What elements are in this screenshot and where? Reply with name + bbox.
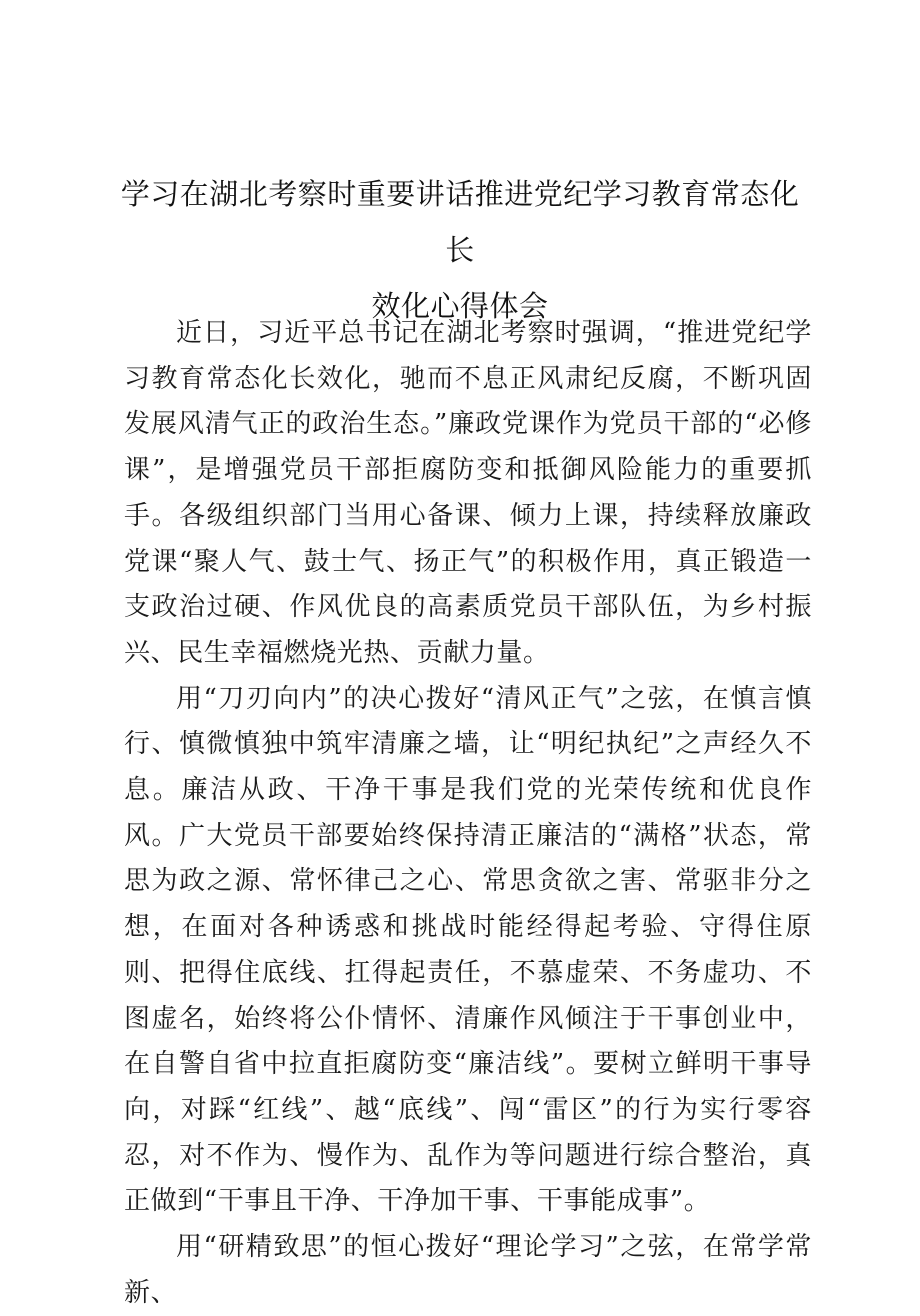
title-line-2: 效化心得体会	[371, 289, 549, 323]
paragraph-2: 用“刀刃向内”的决心拨好“清风正气”之弦，在慎言慎行、慎微慎独中筑牢清廉之墙，让“明纪执纪”之声经久不息。廉洁从政、干净干事是我们党的光荣传统和优良作风。广大党员干部要始终保持清正廉洁的“满格”状态，常思为政之源、常怀律己之心、常思贪欲之害、常驱非分之想，在面对各种诱惑和挑战时能经得起考验、守得住原则、把得住底线、扛得起责任，不慕虚荣、不务虚功、不图虚名，始终将公仆情怀、清廉作风倾注于干事创业中，在自警自省中拉直拒腐防变“廉洁线”。要树立鲜明干事导向，对踩“红线”、越“底线”、闯“雷区”的行为实行零容忍，对不作为、慢作为、乱作为等问题进行综合整治，真正做到“干事且干净、干净加干事、干事能成事”。	[124, 683, 812, 1217]
paragraph-3: 用“研精致思”的恒心拨好“理论学习”之弦，在常学常新、	[124, 1232, 812, 1308]
document-title	[120, 166, 800, 334]
document-body	[124, 311, 812, 1316]
paragraph-1: 近日，习近平总书记在湖北考察时强调，“推进党纪学习教育常态化长效化，驰而不息正风肃纪反腐，不断巩固发展风清气正的政治生态。”廉政党课作为党员干部的“必修课”，是增强党员干部拒腐防变和抵御风险能力的重要抓手。各级组织部门当用心备课、倾力上课，持续释放廉政党课“聚人气、鼓士气、扬正气”的积极作用，真正锻造一支政治过硬、作风优良的高素质党员干部队伍，为乡村振兴、民生幸福燃烧光热、贡献力量。	[124, 318, 812, 668]
title-line-1: 学习在湖北考察时重要讲话推进党纪学习教育常态化长	[120, 177, 800, 267]
